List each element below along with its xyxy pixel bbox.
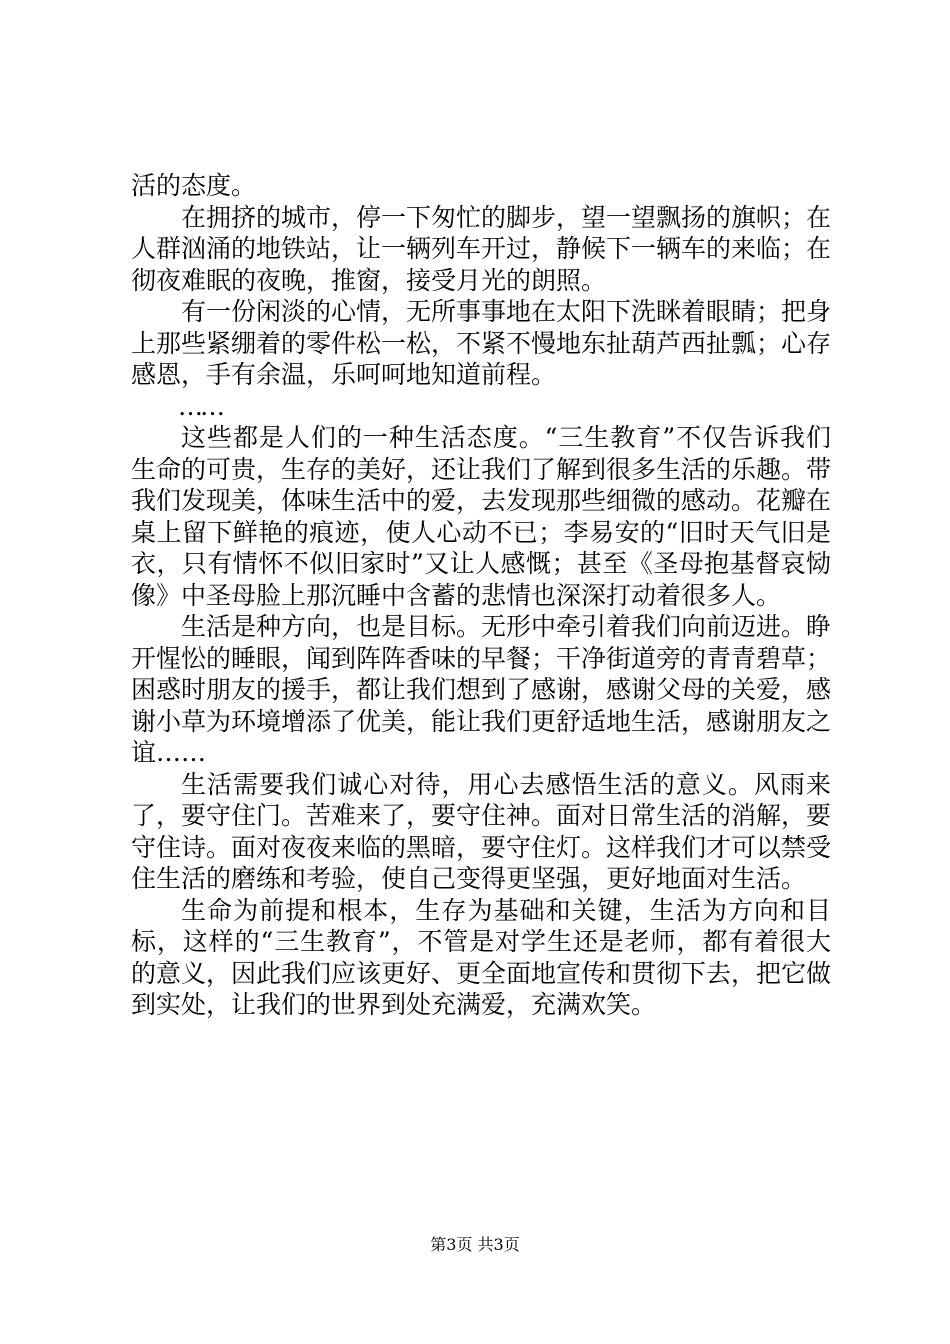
page-number-footer: 第3页 共3页: [430, 1235, 520, 1254]
paragraph-continuation: 活的态度。: [131, 171, 257, 200]
paragraph: 生命为前提和根本，生存为基础和关键，生活为方向和目标，这样的“三生教育”，不管是对学生还是老师，都有着很大的意义，因此我们应该更好、更全面地宣传和贯彻下去，把它做到实处，让我们的世界到处充满爱，充满欢笑。: [131, 895, 832, 1019]
paragraph: 在拥挤的城市，停一下匆忙的脚步，望一望飘扬的旗帜；在人群汹涌的地铁站，让一辆列车开过，静候下一辆车的来临；在彻夜难眠的夜晚，推窗，接受月光的朗照。: [131, 202, 832, 295]
document-body: [131, 170, 831, 1021]
ellipsis-line: ……: [178, 391, 222, 421]
paragraph: 这些都是人们的一种生活态度。“三生教育”不仅告诉我们生命的可贵，生存的美好，还让我们了解到很多生活的乐趣。带我们发现美，体味生活中的爱，去发现那些细微的感动。花瓣在桌上留下鲜艳的痕迹，使人心动不已；李易安的“旧时天气旧是衣，只有情怀不似旧家时”又让人感慨；甚至《圣母抱基督哀恸像》中圣母脸上那沉睡中含蓄的悲情也深深打动着很多人。: [131, 423, 832, 610]
paragraph: 生活需要我们诚心对待，用心去感悟生活的意义。风雨来了，要守住门。苦难来了，要守住神。面对日常生活的消解，要守住诗。面对夜夜来临的黑暗，要守住灯。这样我们才可以禁受住生活的磨练和考验，使自己变得更坚强，更好地面对生活。: [131, 769, 832, 893]
paragraph: 有一份闲淡的心情，无所事事地在太阳下洗眯着眼睛；把身上那些紧绷着的零件松一松，不紧不慢地东扯葫芦西扯瓢；心存感恩，手有余温，乐呵呵地知道前程。: [131, 297, 832, 389]
paragraph: 生活是种方向，也是目标。无形中牵引着我们向前迈进。睁开惺忪的睡眼，闻到阵阵香味的早餐；干净街道旁的青青碧草；困惑时朋友的援手，都让我们想到了感谢，感谢父母的关爱，感谢小草为环境增添了优美，能让我们更舒适地生活，感谢朋友之谊……: [131, 612, 832, 767]
